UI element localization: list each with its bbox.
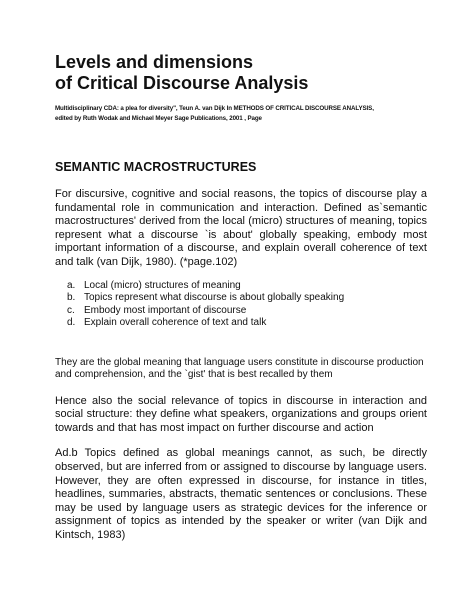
section-heading: SEMANTIC MACROSTRUCTURES <box>55 160 257 174</box>
document-title <box>55 52 427 94</box>
paragraph-4: Ad.b Topics defined as global meanings cannot, as such, be directly observed, but are inferred from or assigned to discourse by language users. However, they are often expressed in discourse, for instance in titles, headlines, summaries, abstracts, thematic sentences or conclusions. These may be used by language users as strategic devices for the inference or assignment of topics as intended by the speaker or writer (van Dijk and Kintsch, 1983) <box>55 447 427 541</box>
list-item-text: Explain overall coherence of text and talk <box>84 317 267 329</box>
citation <box>55 104 427 124</box>
list-item <box>67 280 427 293</box>
list-marker: a. <box>67 279 76 291</box>
page-content <box>55 52 427 543</box>
paragraph-2: They are the global meaning that language users constitute in discourse production and comprehension, and the `gist' that is best recalled by them <box>55 356 424 381</box>
list-item <box>67 292 427 305</box>
list-marker: b. <box>67 292 76 304</box>
title-line-2: of Critical Discourse Analysis <box>55 73 309 93</box>
list-marker: d. <box>67 317 76 329</box>
paragraph-1: For discursive, cognitive and social reasons, the topics of discourse play a fundamental role in communication and interaction. Defined as`semantic macrostructures' derived from the local (micro) structures of meaning, topics represent what a discourse `is about' globally speaking, embody most important information of a discourse, and explain overall coherence of text and talk (van Dijk, 1980). (*page.102) <box>55 188 427 268</box>
list-item-text: Topics represent what discourse is about globally speaking <box>84 292 345 304</box>
citation-line-1: Multidisciplinary CDA: a plea for diversity", Teun A. van Dijk In METHODS OF CRITICAL DISCOURSE ANALYSIS, <box>55 105 374 112</box>
list-marker: c. <box>67 304 75 316</box>
paragraph-3: Hence also the social relevance of topics in discourse in interaction and social structure: they define what speakers, organizations and groups orient towards and that has most impact on further discourse and action <box>55 394 427 434</box>
list-item <box>67 305 427 318</box>
topic-list <box>55 280 427 330</box>
title-line-1: Levels and dimensions <box>55 52 254 72</box>
list-item-text: Embody most important of discourse <box>84 304 247 316</box>
list-item-text: Local (micro) structures of meaning <box>84 279 241 291</box>
list-item <box>67 317 427 330</box>
citation-line-2: edited by Ruth Wodak and Michael Meyer Sage Publications, 2001 , Page <box>55 115 262 122</box>
